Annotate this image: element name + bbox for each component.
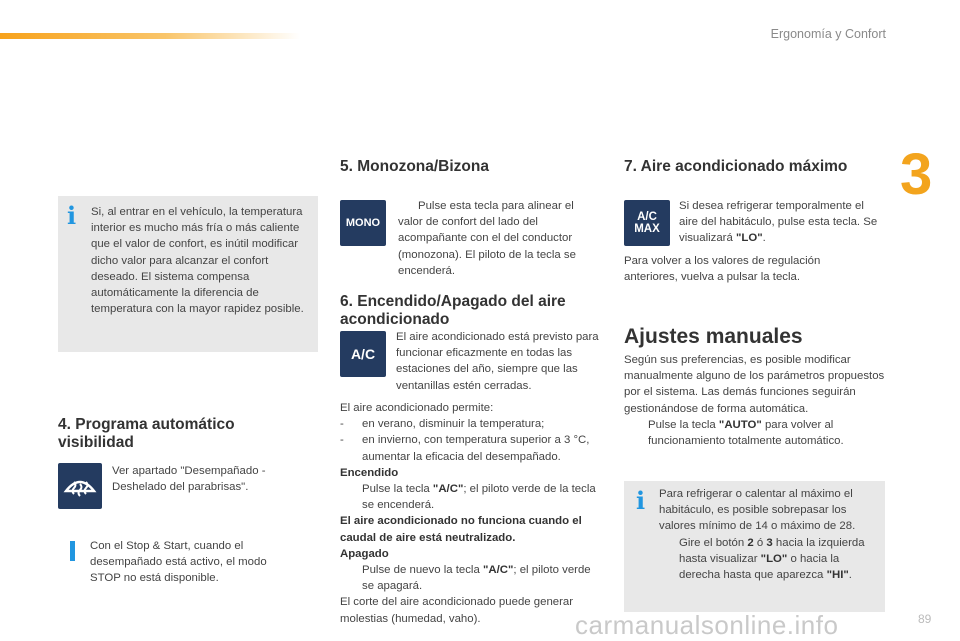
info-box-right-bullet: [659, 535, 879, 584]
section5-number: 5.: [340, 158, 353, 175]
on-title: Encendido: [340, 466, 399, 479]
on-text-b: ; el piloto verde de la tecla se encenderá.: [362, 483, 596, 512]
section5-text-block: [398, 198, 588, 279]
section4-number: 4.: [58, 416, 71, 433]
off-text-b: ; el piloto verde se apagará.: [362, 564, 591, 593]
mono-key-image: [340, 200, 386, 246]
hi-value: "HI": [826, 569, 849, 582]
info-box-right-text: Para refrigerar o calentar al máximo el habitáculo, es posible sobrepasar los valores mínimo de 14 o máximo de 28.: [659, 488, 856, 533]
auto-key: "AUTO": [718, 418, 762, 431]
section6-item1-text: en verano, disminuir la temperatura;: [362, 418, 545, 431]
manual-bullet-b: para volver al funcionamiento totalmente automático.: [648, 418, 844, 448]
section6-intro: El aire acondicionado está previsto para funcionar eficazmente en todas las estaciones del año, siempre que las ventanillas estén cerradas.: [396, 331, 599, 392]
on-step-text: [362, 481, 602, 513]
manual-settings-text: Según sus preferencias, es posible modificar manualmente alguno de los parámetros propuestos por el sistema. Las demás funciones seguirán gestionándose de forma automática.: [624, 354, 885, 415]
info-box-text: Si, al entrar en el vehículo, la temperatura interior es mucho más fría o más caliente que el valor de confort, es inútil modificar dicho valor para alcanzar el confort deseado. El sistema compensa automáticamente la diferencia de temperatura con la mayor rapidez posible.: [91, 206, 304, 316]
info-box-left: [58, 196, 318, 352]
manual-bullet-a: Pulse la tecla: [648, 418, 719, 431]
section-title: Ergonomía y Confort: [770, 27, 886, 41]
defrost-key-image: [58, 463, 102, 509]
watermark: carmanualsonline.info: [575, 610, 839, 640]
windshield-defrost-icon: [63, 472, 97, 500]
section5-heading: [340, 158, 600, 176]
header-accent-bar: [0, 33, 300, 39]
bullet-symbol: [624, 417, 648, 449]
ac-max-key-image: [624, 200, 670, 246]
ac-key-label: A/C: [350, 346, 376, 362]
section7-return-text: Para volver a los valores de regulación anteriores, vuelva a pulsar la tecla.: [624, 255, 821, 284]
section7-text-b: .: [762, 232, 766, 245]
info-bullet-d: .: [848, 569, 852, 582]
button-3-ref: 3: [766, 536, 773, 549]
section4-heading: [58, 416, 298, 452]
off-text-a: Pulse de nuevo la tecla: [362, 564, 483, 577]
section4-note: Con el Stop & Start, cuando el desempañado está activo, el modo STOP no está disponible.: [90, 540, 267, 585]
manual-settings-bullet: [624, 417, 889, 449]
bullet-symbol: [340, 562, 362, 594]
manual-settings-body: [624, 352, 889, 449]
info-box-right: [624, 481, 885, 612]
on-text-a: Pulse la tecla: [362, 483, 433, 496]
ac-key-image: [340, 331, 386, 377]
ac-max-key-line2: MAX: [634, 223, 660, 235]
warning-text: El aire acondicionado no funciona cuando el caudal de aire está neutralizado.: [340, 515, 582, 544]
bullet-symbol: [340, 481, 362, 513]
on-key: "A/C": [432, 483, 464, 496]
info-bullet-c: o hacia la derecha hasta que aparezca: [679, 552, 840, 582]
info-box-right-content: [659, 486, 879, 583]
section6-final: El corte del aire acondicionado puede generar molestias (humedad, vaho).: [340, 596, 574, 625]
info-icon: i: [67, 201, 77, 230]
chapter-number: 3: [900, 142, 933, 207]
off-step-text: [362, 562, 602, 594]
info-bullet-a: Gire el botón: [679, 536, 748, 549]
dash-symbol: -: [340, 418, 344, 431]
section6-details: [340, 400, 602, 627]
off-title: Apagado: [340, 547, 389, 560]
section5-text: Pulse esta tecla para alinear el valor de confort del lado del acompañante con el del conductor (monozona). El piloto de la tecla se encenderá.: [398, 200, 576, 277]
section5-title: Monozona/Bizona: [357, 158, 489, 175]
section4-text: Ver apartado "Desempañado - Deshelado del parabrisas".: [112, 465, 266, 494]
section6-item2-text: en invierno, con temperatura superior a 3 °C, aumentar la eficacia del desempañado.: [362, 434, 590, 463]
section7-text-a: Si desea refrigerar temporalmente el aire del habitáculo, pulse esta tecla. Se visualizará: [679, 200, 878, 245]
section7-text: [679, 198, 885, 247]
section6-title: Encendido/Apagado del aire acondicionado: [340, 293, 566, 328]
section7-heading: [624, 158, 894, 176]
section6-permits: El aire acondicionado permite:: [340, 402, 494, 414]
off-step: [340, 562, 602, 594]
button-2-ref: 2: [747, 536, 754, 549]
section6-heading: [340, 293, 595, 329]
bullet-symbol: [659, 535, 679, 584]
section7-title: Aire acondicionado máximo: [640, 158, 848, 175]
info-icon: i: [636, 486, 646, 515]
ac-max-key-line1: A/C: [637, 211, 657, 223]
info-bullet-b: hacia la izquierda hasta visualizar: [679, 536, 865, 565]
section6-item1: [340, 416, 602, 432]
section4-title: Programa automático visibilidad: [58, 416, 235, 451]
note-info-bar: [70, 541, 75, 561]
lo-value: "LO": [760, 552, 788, 565]
manual-settings-heading: Ajustes manuales: [624, 325, 803, 348]
section6-item2: [340, 432, 602, 464]
section7-number: 7.: [624, 158, 637, 175]
section7-lo-key: "LO": [735, 232, 763, 245]
manual-bullet-text: [648, 417, 889, 449]
info-bullet-or: ó: [753, 536, 767, 549]
mono-key-label: MONO: [345, 217, 381, 229]
info-bullet-text: [679, 535, 879, 584]
section6-number: 6.: [340, 293, 353, 310]
off-key: "A/C": [482, 564, 514, 577]
dash-symbol: -: [340, 434, 344, 447]
page-number: 89: [918, 612, 932, 626]
on-step: [340, 481, 602, 513]
